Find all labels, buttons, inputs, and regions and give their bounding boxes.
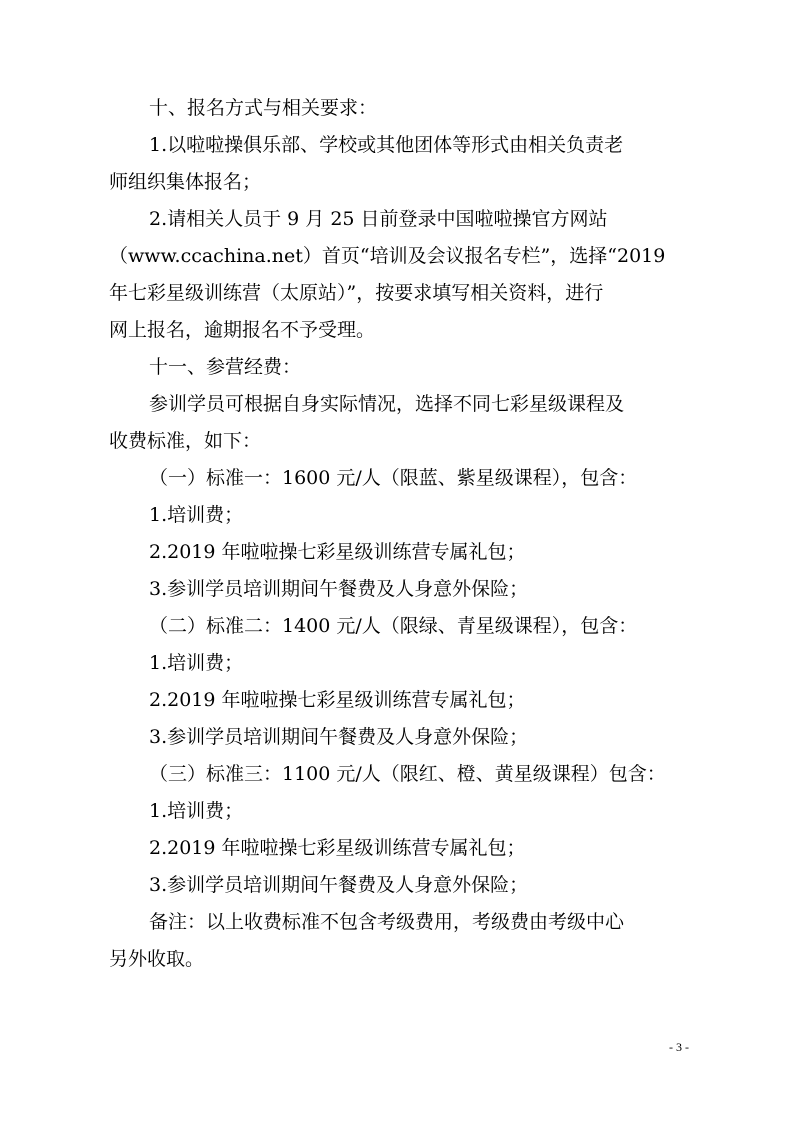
section11-heading: 十一、参营经费： [149, 356, 302, 378]
standard-2-title: （二）标准二：1400 元/人（限绿、青星级课程），包含： [149, 615, 638, 637]
section10-item1-line1: 1.以啦啦操俱乐部、学校或其他团体等形式由相关负责老 [149, 134, 624, 156]
section10-item1-line2: 师组织集体报名； [109, 171, 262, 193]
standard-2-item-3: 3.参训学员培训期间午餐费及人身意外保险； [149, 726, 529, 748]
section10-item2-line1: 2.请相关人员于 9 月 25 日前登录中国啦啦操官方网站 [149, 208, 608, 230]
standard-3-item-1: 1.培训费； [149, 800, 244, 822]
standard-3-item-3: 3.参训学员培训期间午餐费及人身意外保险； [149, 874, 529, 896]
section11-intro-line2: 收费标准，如下： [109, 430, 262, 452]
standard-1-title: （一）标准一：1600 元/人（限蓝、紫星级课程），包含： [149, 467, 638, 489]
standard-2-item-2: 2.2019 年啦啦操七彩星级训练营专属礼包； [149, 689, 526, 711]
section11-intro-line1: 参训学员可根据自身实际情况，选择不同七彩星级课程及 [149, 393, 625, 415]
section10-item2-line2: （www.ccachina.net）首页“培训及会议报名专栏”，选择“2019 [109, 245, 666, 267]
document-body [109, 90, 689, 978]
section10-heading: 十、报名方式与相关要求： [149, 97, 378, 119]
standard-3-title: （三）标准三：1100 元/人（限红、橙、黄星级课程）包含： [149, 763, 666, 785]
standard-1-item-2: 2.2019 年啦啦操七彩星级训练营专属礼包； [149, 541, 526, 563]
standard-1-item-3: 3.参训学员培训期间午餐费及人身意外保险； [149, 578, 529, 600]
page-number: - 3 - [669, 1040, 689, 1054]
section10-item2-line4: 网上报名，逾期报名不予受理。 [109, 319, 376, 341]
section10-item2-line3: 年七彩星级训练营（太原站）”，按要求填写相关资料，进行 [109, 282, 604, 304]
standard-2-item-1: 1.培训费； [149, 652, 244, 674]
standard-3-item-2: 2.2019 年啦啦操七彩星级训练营专属礼包； [149, 837, 526, 859]
note-line1: 备注：以上收费标准不包含考级费用，考级费由考级中心 [149, 911, 625, 933]
standard-1-item-1: 1.培训费； [149, 504, 244, 526]
note-line2: 另外收取。 [109, 948, 205, 970]
